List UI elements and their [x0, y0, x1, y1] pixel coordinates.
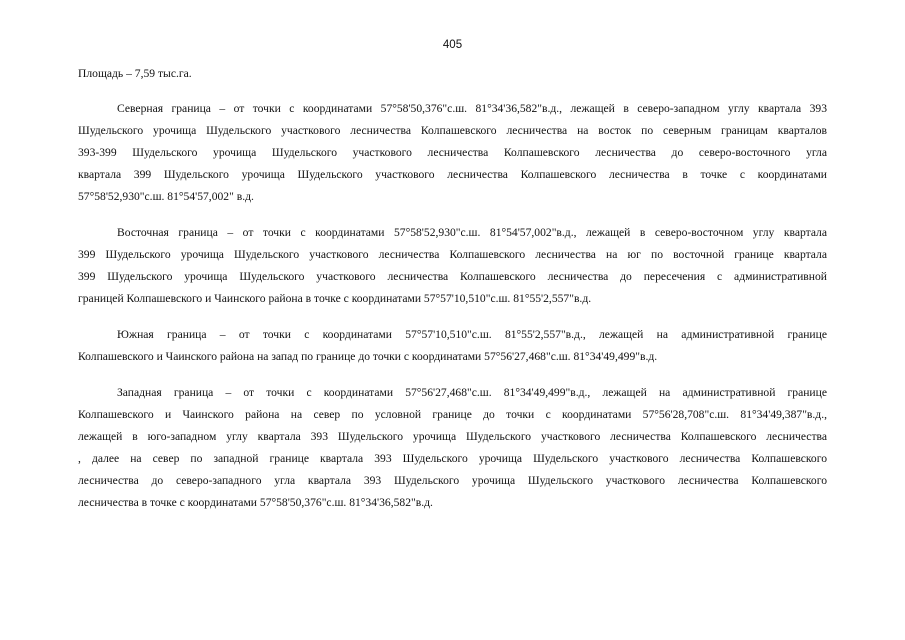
west-boundary-line: лесничества до северо-западного угла квартала 393 Шудельского урочища Шудельского участкового лесничества Колпашевского — [78, 474, 827, 487]
east-boundary-line: 399 Шудельского урочища Шудельского участкового лесничества Колпашевского лесничества до пересечения с административной — [78, 270, 827, 283]
south-boundary-line: Южная граница – от точки с координатами 57°57'10,510"с.ш. 81°55'2,557"в.д., лежащей на административной границе — [117, 328, 827, 341]
west-boundary-line: , далее на север по западной границе квартала 393 Шудельского урочища Шудельского участкового лесничества Колпашевского — [78, 452, 827, 465]
east-boundary-line: Восточная граница – от точки с координатами 57°58'52,930"с.ш. 81°54'57,002"в.д., лежащей в северо-восточном углу квартала — [117, 226, 827, 239]
west-boundary-line: Западная граница – от точки с координатами 57°56'27,468"с.ш. 81°34'49,499"в.д., лежащей на административной границе — [117, 386, 827, 399]
south-boundary-line: Колпашевского и Чаинского района на запад по границе до точки с координатами 57°56'27,468"с.ш. 81°34'49,499"в.д. — [78, 350, 658, 363]
north-boundary-line: квартала 399 Шудельского урочища Шудельского участкового лесничества Колпашевского лесничества в точке с координатами — [78, 168, 827, 181]
east-boundary-line: 399 Шудельского урочища Шудельского участкового лесничества Колпашевского лесничества на юг по восточной границе квартала — [78, 248, 827, 261]
west-boundary-line: Колпашевского и Чаинского района на север по условной границе до точки с координатами 57°56'28,708"с.ш. 81°34'49,387"в.д., — [78, 408, 827, 421]
west-boundary-line: лежащей в юго-западном углу квартала 393 Шудельского урочища Шудельского участкового лесничества Колпашевского лесничества — [78, 430, 827, 443]
east-boundary-line: границей Колпашевского и Чаинского района в точке с координатами 57°57'10,510"с.ш. 81°55'2,557"в.д. — [78, 292, 592, 305]
north-boundary-line: 393-399 Шудельского урочища Шудельского участкового лесничества Колпашевского лесничества до северо-восточного угла — [78, 146, 827, 159]
north-boundary-line: Шудельского урочища Шудельского участкового лесничества Колпашевского лесничества на восток по северным границам кварталов — [78, 124, 827, 137]
page-number: 405 — [442, 39, 463, 51]
north-boundary-line: 57°58'52,930"с.ш. 81°54'57,002" в.д. — [78, 190, 254, 203]
north-boundary-line: Северная граница – от точки с координатами 57°58'50,376"с.ш. 81°34'36,582"в.д., лежащей в северо-западном углу квартала 393 — [117, 102, 827, 115]
area-paragraph: Площадь – 7,59 тыс.га. — [78, 67, 192, 80]
west-boundary-line: лесничества в точке с координатами 57°58'50,376"с.ш. 81°34'36,582"в.д. — [78, 496, 433, 509]
